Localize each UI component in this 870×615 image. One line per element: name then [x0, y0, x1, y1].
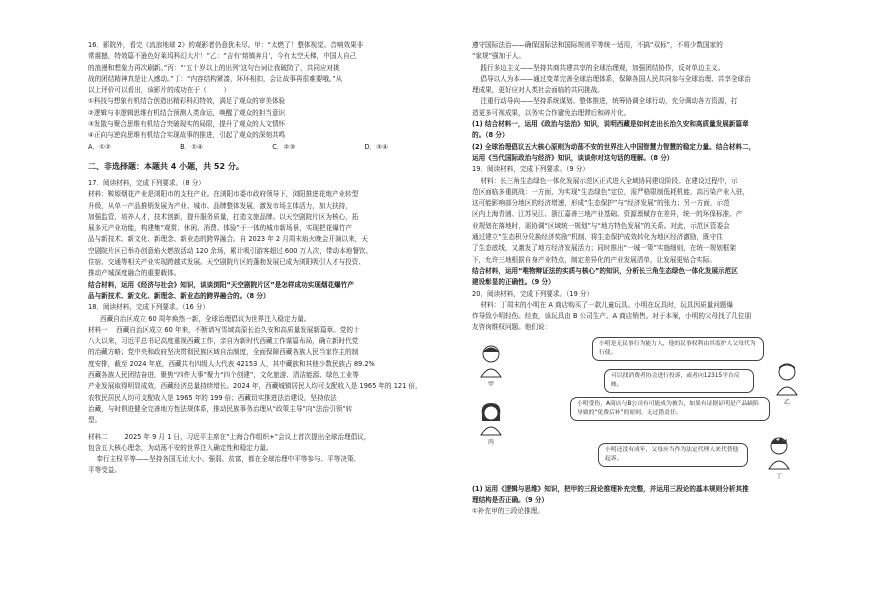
- option-c: C．②③: [272, 142, 296, 151]
- q19-line: 业规划在落地时，需协调“区域统一规划”与“地方特色发展”的关系。对此，示范区管委会: [472, 221, 730, 230]
- q17-line: 升级，从单一产品推销发展为产业、城市、品牌整体发展，激发市场主体活力，加大扶持，: [88, 201, 352, 210]
- person-icon: [476, 343, 506, 379]
- q18-material-2: [88, 432, 440, 477]
- q17-material: [88, 189, 440, 279]
- q17-line: 推动产城深度融合的重要载体。: [88, 269, 181, 278]
- q20-line: 友咨询维权问题。他们说：: [472, 323, 552, 332]
- q20-line: 材料：丁周末的小明在 A 商店购买了一款儿童玩具。小明在玩具时，玩具因质量问题爆: [472, 300, 734, 309]
- q18-m1-line: 八大以来，习近平总书记高度重视西藏工作，亲自为新时代西藏工作谋篇布局，确立新时代党: [88, 337, 359, 346]
- q19-line: 这可能影响部分地区的经济增速，形成“生态保护”与“经济发展”的张力；另一方面，示范: [472, 199, 730, 208]
- q18-material-1: [88, 325, 440, 427]
- q20-material: [472, 300, 834, 334]
- person-icon: [476, 401, 506, 437]
- q17-line: 品与新技术、新文化、新理念、新业态的跨界融合。自 2023 年 2 月周末焰火晚会开演以来，天: [88, 235, 368, 244]
- q18-m2-line: 奉行主权平等——坚持各国无论大小、强弱、贫富，都在全球治理中平等参与、平等决策、: [88, 455, 361, 464]
- q19-line: 范区面临多重挑战：一方面，为实现“生态绿色”定位，需严格限制低耗机能、高污染产业入驻，: [472, 187, 750, 196]
- q16-line: 以上评价可以看出，该影片的成功在于（ ）: [88, 86, 231, 95]
- q20-tasks: [472, 484, 834, 518]
- left-column: [88, 40, 440, 477]
- q16-line: 16．影院外，看完《流浪地球 2》的观影者仍意犹未尽。甲：“太燃了！整体视觉、音响效果非: [88, 41, 364, 49]
- q17-line: 展多元产业功能，构建集“观赏、休闲、消费、体验”于一体的城市新场景，实现把花爆竹产: [88, 224, 352, 233]
- q18-m1-line: 型。: [88, 416, 102, 425]
- q18-m1-line: 产业发展取得明显成效，西藏经济总量持续增长。2024 年，西藏城镇居民人均可支配收入是 1965 年的 121 倍，: [88, 382, 422, 391]
- q18-m1-line: 农牧民居民人均可支配收入是 1965 年的 199 倍；西藏切实推进法治建设，坚持依法: [88, 393, 337, 402]
- q16-item: ④正向与逆向思维有机结合实现故事的推进，引起了观众的深刻共鸣: [88, 131, 286, 140]
- q16-stem: [88, 40, 440, 96]
- q18-m1-line: 度安排，截至 2024 年底，西藏共有四级人大代表 42153 人，其中藏族和其他少数民族占 89.2%: [88, 359, 375, 368]
- q19-line: 通过建立“生态积分兑换经济奖励”机制，将生态保护成效转化为地区经济激励，既守住: [472, 233, 723, 242]
- q16-item: ②逻辑与非逻辑思维有机结合预测人类命运，唤醒了观众的担当意识: [88, 108, 286, 117]
- q17-task-line: 结合材料，运用《经济与社会》知识，谈谈浏阳“天空剧院片区”是怎样成功实现烟花爆竹产: [88, 280, 354, 289]
- q16-options: [88, 142, 388, 153]
- person-yi-figure: [772, 361, 802, 406]
- speech-bubble-ding: 小明还没有成年，父母应当作为法定代理人来代替他起诉。: [598, 443, 748, 467]
- figure-label: 丙: [487, 438, 494, 446]
- right-column: [472, 40, 834, 518]
- q16-line: 常震撼，特效篇不逊色好莱坞科幻大片！”乙：“吉有‘熔镇奔月’，今有太空天梯，中国人自己: [88, 52, 357, 61]
- q18-task-line: 的。（8 分）: [472, 131, 509, 140]
- person-icon: [772, 361, 802, 397]
- q20-task-line: 理结构是否正确。（9 分）: [472, 496, 549, 505]
- q17-line: 空剧院片区已举办创意焰火燃放活动 120 余场，累计吸引游客超过 600 万人次，带动本地餐饮、: [88, 246, 373, 255]
- cont-line: 注重行动导向——坚持系统谋划、整体推进，统筹协调全球行动，充分调动各方资源，打: [472, 97, 738, 106]
- q20-line: 炸导致小明轻伤。经查，该玩具由 B 公司生产。A 商店销售。对于本案，小明的父母找了几位朋: [472, 312, 752, 321]
- q20-task-line: ①补充甲的三段论推理。: [472, 507, 544, 516]
- q18-m1-line: 材料一 西藏自治区成立 60 年来，不断谱写雪域高原长治久安和高质量发展新篇章。党的十: [88, 325, 360, 334]
- q16-item: ③发散与聚合思维有机结合突破现实的局限，提升了观众的人文情怀: [88, 120, 286, 129]
- speech-bubble-yi: 可以找消费者协会进行投诉，或者向12315平台反映。: [604, 369, 754, 393]
- q18-task-line: 运用《当代国际政治与经济》知识，谈谈你对这句话的理解。（8 分）: [472, 153, 674, 162]
- cont-line: “家规”强加于人。: [472, 52, 525, 61]
- q18-m1-line: 的治藏方略；党中央和政府坚决贯彻民族区域自治制度，全面保障西藏各族人民当家作主的制: [88, 348, 359, 357]
- q17-task-line: 品与新技术、新文化、新理念、新业态的跨界融合的。（8 分）: [88, 291, 270, 300]
- person-icon: [764, 435, 794, 471]
- figure-label: 乙: [783, 398, 790, 406]
- option-a: A．①②: [88, 142, 111, 151]
- q17-heading: 17．阅读材料，完成下列要求。（8 分）: [88, 178, 205, 187]
- q18-m1-line: 治藏，与时俱进健全完善地方性法规体系，推动民族事务治理从“政策主导”向“法治引领”转: [88, 404, 353, 413]
- section-heading: 二、非选择题：本题共 4 小题，共 52 分。: [88, 161, 244, 171]
- option-d: D．③④: [364, 142, 388, 151]
- option-b: B．①④: [180, 142, 204, 151]
- q19-line: 了生态底线，又激发了地方经济发展活力；同时推出“一城一策”实施细则，在统一规划框架: [472, 244, 736, 253]
- q18-m1-line: 西藏各族人民团结奋进，聚焦“四件大事”聚力“四个创建”，文化旅游、清洁能源、绿色工业等: [88, 371, 359, 380]
- cont-line: 理成果，更好应对人类社会面临的共同挑战。: [472, 86, 604, 95]
- speech-bubble-bing: 小明受伤，A商店与B公司有可能成为被告，如果有证据证明是产品缺陷导致的“免费后补”的原则，无过错责任。: [570, 397, 770, 421]
- q18-task-line: (2) 全球治理倡议五大核心原则为动荡不安的世界注入中国智慧力智慧的稳定力量。结合材料二，: [472, 142, 756, 151]
- q19-task-line: 建设彰显的正确性。（9 分）: [472, 278, 555, 287]
- q18-material-2-continued: [472, 40, 834, 119]
- q16-item: ①科技与想象有机结合创造出精彩科幻特效，满足了观众的审美体验: [88, 97, 286, 106]
- cont-line: 倡导以人为本——通过变革完善全球治理体系，保障各国人民共同参与全球治理、共享全球治: [472, 74, 751, 83]
- q17-line: 加强监管，培养人才，技术创新，提升服务质量，打造文旅品牌。以天空剧院片区为核心，拓: [88, 212, 359, 221]
- consultation-comic: [472, 335, 834, 483]
- q18-heading: 18．阅读材料，完成下列要求。（16 分）: [88, 303, 210, 312]
- q18-subtitle: 西藏自治区成立 60 周年焕然一新，全球治理倡议为世界注入稳定力量。: [100, 314, 311, 323]
- q17-line: 材料：鞍塬烟花产业是浏阳市的支柱产业。在浏阳市委市政府领导下，浏阳推进花炮产业转型: [88, 190, 359, 199]
- person-ding-figure: [764, 435, 794, 480]
- q19-heading: 19．阅读材料，完成下列要求。（9 分）: [472, 165, 589, 174]
- q19-line: 区内上海青浦、江苏吴江、浙江嘉善三地产业基础、资源禀赋存在差异，统一的环保标准、产: [472, 210, 743, 219]
- person-jia-figure: [476, 343, 506, 388]
- q20-heading: 20．阅读材料，完成下列要求。（19 分）: [472, 289, 594, 298]
- q18-m2-line: 材料二 2025 年 9 月 1 日，习近平主席在“上海合作组织+”会议上首次提出全球治理倡议，: [88, 432, 371, 441]
- cont-line: 遵守国际法治——确保国际法和国际规则平等统一适用，不搞“双标”，不将少数国家的: [472, 41, 723, 49]
- q20-task-line: (1) 运用《逻辑与思维》知识，把甲的三段论推理补充完整，并运用三段论的基本规则分析其推: [472, 484, 749, 493]
- figure-label: 甲: [487, 380, 494, 388]
- q16-items: [88, 96, 440, 141]
- q19-line: 材料：长三角生态绿色一体化发展示范区正式进入全域协同建设阶段。在建设过程中，示: [472, 176, 738, 185]
- q16-line: 战的团结精神真是让人感动。”丁：“内容结构紧凑，环环相扣，会让故事再很难要哦。”从: [88, 74, 343, 83]
- q17-task: [88, 280, 440, 303]
- q19-material: [472, 176, 834, 289]
- q19-line: 下，允许三地根据自身产业特点，制定差异化的产业发展清单，让发展更贴合实际。: [472, 255, 716, 264]
- q18-task-line: (1) 结合材料一，运用《政治与法治》知识，说明西藏是如何走出长治久安和高质量发展新篇章: [472, 120, 749, 129]
- q19-task-line: 结合材料，运用“唯物辩证法的实质与核心”的知识，分析长三角生态绿色一体化发展示范区: [472, 266, 738, 275]
- q17-line: 住宿、交通等相关产业实现跨越式发展。天空剧院片区的蓬勃发展已成为浏阳吸引人才与投资、: [88, 258, 365, 267]
- q18-m2-line: 包含五大核心理念，为动荡不安的世界注入确定性和稳定力量。: [88, 443, 273, 452]
- speech-bubble-jia: 小明是无民事行为能力人，他的民事权利由其监护人父母代为行使。: [592, 337, 764, 361]
- cont-line: 造更多可视成果，以务实合作避免治理滞后和碎片化。: [472, 108, 631, 117]
- q16-line: 的浪漫和想象力再次刷新。”丙：“‘五十岁以上的出列’这句台词让我破防了，共同应对挑: [88, 63, 340, 72]
- figure-label: 丁: [775, 472, 782, 480]
- person-bing-figure: [476, 401, 506, 446]
- cont-line: 践行多边主义——坚持共商共建共享的全球治理观，加强团结协作，反对单边主义。: [472, 63, 725, 72]
- q18-tasks: [472, 119, 834, 164]
- q18-m2-line: 平等受益。: [88, 466, 121, 475]
